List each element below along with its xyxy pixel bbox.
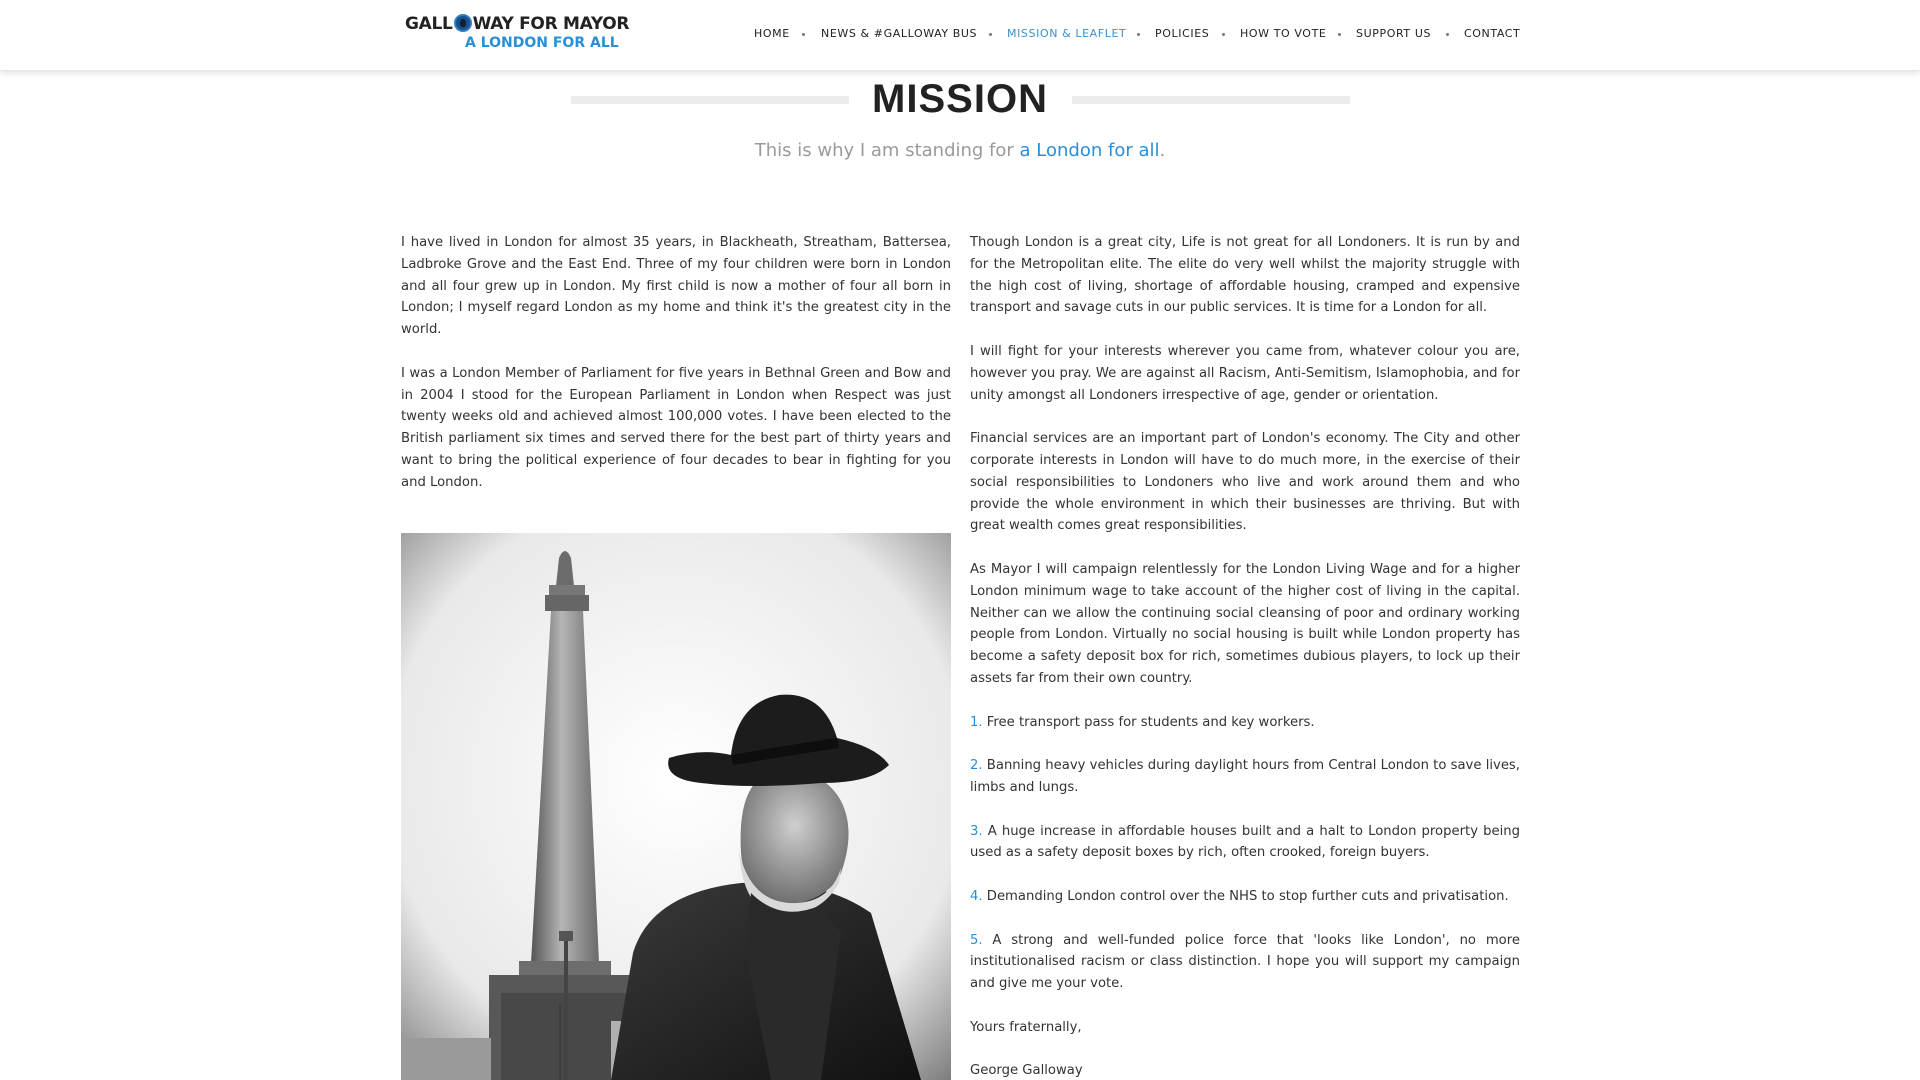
nav-separator (989, 33, 992, 36)
nav-separator (1338, 33, 1341, 36)
nav-separator (1137, 33, 1140, 36)
pledge-item: 4. Demanding London control over the NHS to stop further cuts and privatisation. (970, 888, 1509, 904)
nav-mission[interactable]: MISSION & LEAFLET (1007, 27, 1127, 40)
living-wage-paragraph: As Mayor I will campaign relentlessly for the London Living Wage and for a higher London minimum wage to take account of the higher cost of living in the capital. Neither can we allow the continuing social cleansing of poor and ordinary working people from London. Virtually no social housing is built while London property has become a safety deposit box for rich, sometimes dubious players, to lock up their assets far from their own country. (970, 561, 1520, 686)
nav-separator (802, 33, 805, 36)
unity-paragraph: I will fight for your interests wherever you came from, whatever colour you are, however you pray. We are against all Racism, Anti-Semitism, Islamophobia, and for unity amongst all Londoners irrespective of age, gender or orientation. (970, 343, 1520, 403)
right-column (970, 232, 1520, 1080)
signoff: Yours fraternally, (970, 1019, 1082, 1035)
pledge-number: 2. (970, 758, 983, 774)
logo-title: GALL WAY FOR MAYOR (405, 14, 630, 34)
nav-home[interactable]: HOME (754, 27, 790, 40)
candidate-photo (401, 533, 951, 1080)
site-logo[interactable] (405, 14, 630, 56)
pledge-item: 5. A strong and well-funded police force that 'looks like London', no more institutionalised racism or class distinction. I hope you will support my campaign and give me your vote. (970, 932, 1520, 992)
pledge-item: 1. Free transport pass for students and key workers. (970, 714, 1315, 730)
silhouette-icon (454, 14, 472, 32)
left-column (401, 232, 951, 515)
pledge-number: 4. (970, 888, 983, 904)
pledge-number: 1. (970, 714, 983, 730)
page-subtitle: This is why I am standing for a London for all. (754, 140, 1166, 161)
nav-separator (1446, 33, 1449, 36)
title-divider-left (571, 96, 849, 104)
london-elite-paragraph: Though London is a great city, Life is not great for all Londoners. It is run by and for the Metropolitan elite. The elite do very well whilst the majority struggle with the high cost of living, shortage of affordable housing, cramped and expensive transport and savage cuts in our public services. It is time for a London for all. (970, 235, 1520, 316)
nav-contact[interactable]: CONTACT (1464, 27, 1521, 40)
pledge-item: 3. A huge increase in affordable houses built and a halt to London property being used as a safety deposit boxes by rich, often crooked, foreign buyers. (970, 823, 1520, 861)
nav-news[interactable]: NEWS & #GALLOWAY BUS (821, 27, 978, 40)
signature: George Galloway (970, 1063, 1083, 1079)
page-title: MISSION (872, 77, 1048, 121)
subtitle-highlight: a London for all (1019, 140, 1160, 161)
pledge-number: 3. (970, 823, 983, 839)
nav-support-us[interactable]: SUPPORT US (1356, 27, 1432, 40)
site-header (0, 0, 1920, 71)
nav-how-to-vote[interactable]: HOW TO VOTE (1240, 27, 1327, 40)
pledge-number: 5. (970, 932, 983, 948)
nav-policies[interactable]: POLICIES (1155, 27, 1210, 40)
financial-paragraph: Financial services are an important part of London's economy. The City and other corporate interests in London will have to do much more, in the exercise of their social responsibilities to Londoners who live and work around them and who provide the whole environment in which their businesses are thriving. But with great wealth comes great responsibilities. (970, 431, 1520, 534)
logo-tagline: A LONDON FOR ALL (465, 35, 619, 51)
intro-paragraph: I have lived in London for almost 35 years, in Blackheath, Streatham, Battersea, Ladbroke Grove and the East End. Three of my four children were born in London and all four grew up in London. My first child is now a mother of four all born in London; I myself regard London as my home and think it's the greatest city in the world. (401, 235, 951, 338)
title-divider-right (1072, 96, 1350, 104)
pledge-item: 2. Banning heavy vehicles during daylight hours from Central London to save lives, limbs and lungs. (970, 758, 1520, 795)
nav-separator (1222, 33, 1225, 36)
career-paragraph: I was a London Member of Parliament for five years in Bethnal Green and Bow and in 2004 I stood for the European Parliament in London when Respect was just twenty weeks old and achieved almost 100,000 votes. I have been elected to the British parliament six times and served there for the best part of thirty years and want to bring the political experience of four decades to bear in fighting for you and London. (401, 365, 951, 490)
